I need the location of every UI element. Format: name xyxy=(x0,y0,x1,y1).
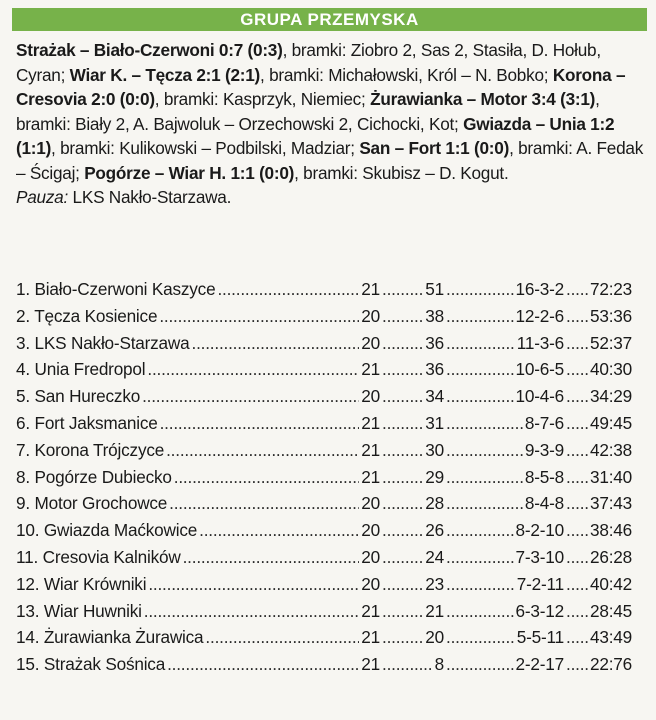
dot-leader xyxy=(382,571,423,598)
dot-leader xyxy=(382,517,423,544)
goal-ratio: 26:28 xyxy=(589,546,632,567)
dot-leader xyxy=(566,624,588,651)
dot-leader xyxy=(446,624,515,651)
table-row xyxy=(16,598,636,625)
match-scorers: , bramki: Ziobro 2, Sas 2, Stasiła, D. Hołub, Cyran; xyxy=(16,40,601,85)
dot-leader xyxy=(382,276,423,303)
dot-leader xyxy=(566,571,588,598)
table-row xyxy=(16,624,636,651)
win-draw-loss: 9-3-9 xyxy=(524,439,564,460)
team-label: LKS Nakło-Starzawa xyxy=(34,332,190,353)
team-name xyxy=(16,517,197,544)
pauza-team: LKS Nakło-Starzawa. xyxy=(68,187,232,207)
team-label: Wiar Huwniki xyxy=(43,600,142,621)
points: 34 xyxy=(425,386,444,407)
table-row xyxy=(16,651,636,678)
team-label: Motor Grochowce xyxy=(34,493,168,514)
match-scorers: , bramki: Kulikowski – Podbilski, Madziar; xyxy=(51,138,360,158)
goal-ratio: 42:38 xyxy=(589,439,632,460)
dot-leader xyxy=(382,490,423,517)
dot-leader xyxy=(446,598,514,625)
position: 4. xyxy=(16,359,30,380)
table-row xyxy=(16,330,636,357)
position: 8. xyxy=(16,466,30,487)
dot-leader xyxy=(159,303,359,330)
dot-leader xyxy=(144,598,360,625)
dot-leader xyxy=(382,383,423,410)
team-name xyxy=(16,624,203,651)
win-draw-loss: 5-5-11 xyxy=(516,627,564,648)
table-row xyxy=(16,303,636,330)
team-name xyxy=(16,437,164,464)
goal-ratio: 28:45 xyxy=(589,600,632,621)
goal-ratio: 38:46 xyxy=(589,520,632,541)
dot-leader xyxy=(446,303,514,330)
games-played: 20 xyxy=(361,493,380,514)
dot-leader xyxy=(382,437,423,464)
standings-table xyxy=(16,276,636,678)
team-name xyxy=(16,276,215,303)
dot-leader xyxy=(382,544,423,571)
win-draw-loss: 16-3-2 xyxy=(515,279,564,299)
team-label: Tęcza Kosienice xyxy=(34,305,158,326)
win-draw-loss: 12-2-6 xyxy=(515,305,564,326)
match-scorers: , bramki: A. Fedak – Ścigaj; xyxy=(16,138,644,183)
points: 24 xyxy=(425,546,444,567)
games-played: 21 xyxy=(361,279,380,299)
games-played: 21 xyxy=(361,600,380,621)
section-header xyxy=(12,8,647,31)
position: 13. xyxy=(16,600,40,621)
table-row xyxy=(16,383,636,410)
table-row xyxy=(16,490,636,517)
games-played: 21 xyxy=(361,654,380,675)
dot-leader xyxy=(446,410,523,437)
games-played: 20 xyxy=(361,520,380,541)
table-row xyxy=(16,437,636,464)
team-label: Unia Fredropol xyxy=(34,359,146,380)
win-draw-loss: 6-3-12 xyxy=(515,600,564,621)
dot-leader xyxy=(566,383,588,410)
goal-ratio: 31:40 xyxy=(589,466,632,487)
dot-leader xyxy=(566,544,588,571)
team-name xyxy=(16,303,157,330)
dot-leader xyxy=(147,356,359,383)
team-name xyxy=(16,651,165,678)
points: 36 xyxy=(425,332,444,353)
points: 26 xyxy=(425,520,444,541)
match-results xyxy=(16,38,644,210)
win-draw-loss: 10-6-5 xyxy=(515,359,564,380)
position: 11. xyxy=(16,546,39,567)
points: 30 xyxy=(425,439,444,460)
table-row xyxy=(16,517,636,544)
match-result: San – Fort 1:1 (0:0) xyxy=(359,138,510,158)
goal-ratio: 72:23 xyxy=(589,279,632,299)
win-draw-loss: 7-2-11 xyxy=(516,573,564,594)
dot-leader xyxy=(566,330,588,357)
team-label: San Hureczko xyxy=(34,386,141,407)
match-result: Gwiazda – Unia 1:2 (1:1) xyxy=(16,113,615,158)
team-label: Pogórze Dubiecko xyxy=(34,466,172,487)
match-result: Korona – Cresovia 2:0 (0:0) xyxy=(16,64,626,109)
table-row xyxy=(16,544,636,571)
games-played: 21 xyxy=(361,466,380,487)
dot-leader xyxy=(382,356,423,383)
dot-leader xyxy=(446,651,514,678)
match-scorers: , bramki: Kasprzyk, Niemiec; xyxy=(154,89,371,109)
dot-leader xyxy=(167,651,359,678)
position: 5. xyxy=(16,386,30,407)
dot-leader xyxy=(382,330,423,357)
points: 28 xyxy=(425,493,444,514)
team-name xyxy=(16,330,190,357)
team-name xyxy=(16,383,140,410)
match-scorers: , bramki: Michałowski, Król – N. Bobko; xyxy=(260,64,553,85)
team-label: Wiar Krówniki xyxy=(43,573,147,594)
dot-leader xyxy=(566,517,588,544)
team-label: Cresovia Kalników xyxy=(42,546,181,567)
games-played: 20 xyxy=(361,305,380,326)
match-result: Strażak – Biało-Czerwoni 0:7 (0:3) xyxy=(16,40,283,60)
pauza-label: Pauza: xyxy=(16,187,69,207)
points: 20 xyxy=(425,627,444,648)
dot-leader xyxy=(566,651,588,678)
position: 12. xyxy=(16,573,40,594)
dot-leader xyxy=(446,464,523,491)
win-draw-loss: 8-5-8 xyxy=(524,466,564,487)
table-row xyxy=(16,276,636,303)
team-name xyxy=(16,571,146,598)
table-row xyxy=(16,356,636,383)
points: 31 xyxy=(425,412,444,433)
dot-leader xyxy=(166,437,359,464)
table-row xyxy=(16,464,636,491)
dot-leader xyxy=(205,624,359,651)
win-draw-loss: 8-2-10 xyxy=(515,520,564,541)
dot-leader xyxy=(382,651,433,678)
dot-leader xyxy=(446,571,515,598)
team-label: Żurawianka Żurawica xyxy=(43,627,204,648)
dot-leader xyxy=(382,410,423,437)
dot-leader xyxy=(566,437,588,464)
dot-leader xyxy=(446,383,514,410)
dot-leader xyxy=(382,624,423,651)
team-name xyxy=(16,598,142,625)
dot-leader xyxy=(566,303,588,330)
dot-leader xyxy=(446,330,515,357)
games-played: 20 xyxy=(361,573,380,594)
points: 21 xyxy=(425,600,444,621)
win-draw-loss: 11-3-6 xyxy=(516,332,564,353)
dot-leader xyxy=(169,490,359,517)
win-draw-loss: 7-3-10 xyxy=(515,546,564,567)
dot-leader xyxy=(446,517,514,544)
dot-leader xyxy=(174,464,360,491)
win-draw-loss: 8-7-6 xyxy=(524,412,564,433)
games-played: 21 xyxy=(361,359,380,380)
goal-ratio: 40:30 xyxy=(589,359,632,380)
goal-ratio: 34:29 xyxy=(589,386,632,407)
team-name xyxy=(16,410,158,437)
games-played: 20 xyxy=(361,386,380,407)
match-scorers: , bramki: Biały 2, A. Bajwoluk – Orzechowski 2, Cichocki, Kot; xyxy=(16,89,600,134)
dot-leader xyxy=(566,490,588,517)
position: 10. xyxy=(16,520,40,541)
dot-leader xyxy=(183,544,360,571)
dot-leader xyxy=(566,464,588,491)
match-scorers: , bramki: Skubisz – D. Kogut. xyxy=(294,162,509,183)
dot-leader xyxy=(217,276,359,303)
points: 36 xyxy=(425,359,444,380)
points: 51 xyxy=(425,279,444,299)
table-row xyxy=(16,410,636,437)
games-played: 20 xyxy=(361,332,380,353)
position: 15. xyxy=(16,654,40,675)
points: 23 xyxy=(425,573,444,594)
games-played: 21 xyxy=(361,412,380,433)
match-result: Żurawianka – Motor 3:4 (3:1) xyxy=(370,89,596,109)
match-result: Pogórze – Wiar H. 1:1 (0:0) xyxy=(84,162,295,183)
dot-leader xyxy=(382,303,423,330)
position: 6. xyxy=(16,412,30,433)
position: 2. xyxy=(16,305,30,326)
dot-leader xyxy=(192,330,360,357)
table-row xyxy=(16,571,636,598)
dot-leader xyxy=(446,544,514,571)
dot-leader xyxy=(199,517,359,544)
dot-leader xyxy=(446,356,514,383)
position: 9. xyxy=(16,493,30,514)
dot-leader xyxy=(566,598,588,625)
team-name xyxy=(16,544,181,571)
dot-leader xyxy=(446,490,523,517)
points: 29 xyxy=(425,466,444,487)
dot-leader xyxy=(142,383,359,410)
team-label: Korona Trójczyce xyxy=(34,439,165,460)
goal-ratio: 22:76 xyxy=(589,654,632,675)
section-title: GRUPA PRZEMYSKA xyxy=(240,9,419,29)
dot-leader xyxy=(446,276,514,303)
position: 3. xyxy=(16,332,30,353)
team-name xyxy=(16,464,172,491)
team-label: Biało-Czerwoni Kaszyce xyxy=(34,279,216,299)
team-label: Strażak Sośnica xyxy=(43,654,166,675)
games-played: 20 xyxy=(361,546,380,567)
goal-ratio: 52:37 xyxy=(589,332,632,353)
points: 38 xyxy=(425,305,444,326)
dot-leader xyxy=(382,464,423,491)
win-draw-loss: 10-4-6 xyxy=(515,386,564,407)
win-draw-loss: 2-2-17 xyxy=(515,654,564,675)
dot-leader xyxy=(566,410,588,437)
goal-ratio: 43:49 xyxy=(589,627,632,648)
team-label: Gwiazda Maćkowice xyxy=(43,520,198,541)
position: 14. xyxy=(16,627,40,648)
dot-leader xyxy=(160,410,360,437)
points: 8 xyxy=(434,654,444,675)
goal-ratio: 49:45 xyxy=(589,412,632,433)
position: 1. xyxy=(16,279,30,299)
dot-leader xyxy=(566,356,588,383)
dot-leader xyxy=(148,571,359,598)
team-name xyxy=(16,490,167,517)
goal-ratio: 40:42 xyxy=(589,573,632,594)
dot-leader xyxy=(566,276,588,303)
position: 7. xyxy=(16,439,30,460)
games-played: 21 xyxy=(361,439,380,460)
games-played: 21 xyxy=(361,627,380,648)
match-result: Wiar K. – Tęcza 2:1 (2:1) xyxy=(69,64,261,85)
dot-leader xyxy=(446,437,523,464)
team-name xyxy=(16,356,145,383)
goal-ratio: 53:36 xyxy=(589,305,632,326)
win-draw-loss: 8-4-8 xyxy=(524,493,564,514)
goal-ratio: 37:43 xyxy=(589,493,632,514)
team-label: Fort Jaksmanice xyxy=(34,412,158,433)
dot-leader xyxy=(382,598,423,625)
